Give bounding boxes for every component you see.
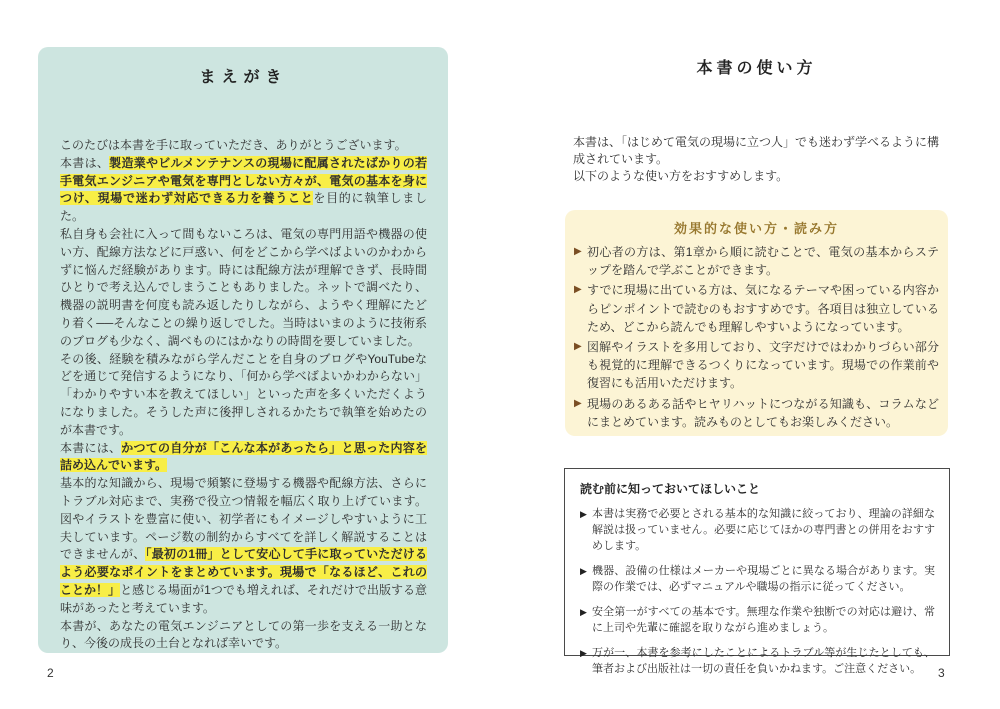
triangle-bullet-icon: ▶ bbox=[574, 284, 582, 296]
plain-text: その後、経験を積みながら学んだことを自身のブログやYouTubeなどを通じて発信するようになり、「何から学べばよいかわからない」「わかりやすい本を教えてほしい」といった声を多くいただくようになりました。そうした声に後押しされるかたちで執筆を始めたのが本書です。 bbox=[60, 351, 427, 437]
plain-text: 本書には、 bbox=[60, 440, 122, 455]
page-number-right: 3 bbox=[938, 666, 945, 680]
usage-list-item bbox=[574, 395, 939, 431]
preface-paragraph bbox=[60, 618, 427, 654]
usage-item-text: すでに現場に出ている方は、気になるテーマや困っている内容からピンポイントで読むのもおすすめです。各項目は独立しているため、どこから読んでも理解しやすいようになっています。 bbox=[587, 283, 939, 334]
triangle-bullet-icon: ▶ bbox=[580, 607, 587, 617]
plain-text: を目的に執筆しました。 bbox=[60, 191, 427, 224]
plain-text: 本書が、あなたの電気エンジニアとしての第一歩を支える一助となり、今後の成長の土台となれば幸いです。 bbox=[60, 618, 427, 651]
triangle-bullet-icon: ▶ bbox=[580, 566, 587, 576]
intro-line: 本書は、「はじめて電気の現場に立つ人」でも迷わず学べるように構成されています。 bbox=[573, 135, 940, 166]
highlighted-text: かつての自分が「こんな本があったら」と思った内容を詰め込んでいます。 bbox=[60, 440, 427, 473]
plain-text: 本書は、 bbox=[60, 155, 110, 170]
intro-line: 以下のような使い方をおすすめします。 bbox=[573, 169, 789, 183]
page-number-left: 2 bbox=[47, 666, 54, 680]
intro-text bbox=[573, 134, 939, 185]
triangle-bullet-icon: ▶ bbox=[574, 341, 582, 353]
preface-paragraph bbox=[60, 351, 427, 440]
notes-item-text: 安全第一がすべての基本です。無理な作業や独断での対応は避け、常に上司や先輩に確認を取りながら進めましょう。 bbox=[592, 606, 935, 634]
triangle-bullet-icon: ▶ bbox=[574, 246, 582, 257]
plain-text: 基本的な知識から、現場で頻繁に登場する機器や配線方法、さらにトラブル対応まで、実務で役立つ情報を幅広く取り上げています。図やイラストを豊富に使い、初学者にもイメージしやすいように工夫しています。ページ数の制約からすべてを詳しく解説することはできませんが、 bbox=[60, 476, 427, 562]
preface-paragraph bbox=[60, 155, 427, 226]
preface-paragraph bbox=[60, 475, 427, 617]
usage-item-text: 現場のあるある話やヒヤリハットにつながる知識も、コラムなどにまとめています。読みものとしてもお楽しみください。 bbox=[587, 396, 939, 429]
triangle-bullet-icon: ▶ bbox=[580, 648, 587, 658]
effective-usage-box bbox=[565, 210, 948, 436]
usage-list-item bbox=[574, 281, 939, 336]
plain-text: 私自身も会社に入って間もないころは、電気の専門用語や機器の使い方、配線方法などに戸惑い、何をどこから学べばよいのかわからずに悩んだ経験があります。時には配線方法が理解できず、長時間ひとりで考え込んでしまうこともありました。ネットで調べたり、機器の説明書を何度も読み返したりしながら、ようやく理解にたどり着く──そんなことの繰り返しでした。当時はいまのように技術系のブログも少なく、調べものにはかなりの時間を要していました。 bbox=[60, 226, 427, 348]
usage-page-title: 本書の使い方 bbox=[696, 60, 817, 77]
preface-paragraph bbox=[60, 226, 427, 351]
highlighted-text: 「最初の1冊」として安心して手に取っていただけるよう必要なポイントをまとめています。現場で「なるほど、これのことか！」 bbox=[60, 547, 427, 597]
notes-before-reading-box bbox=[564, 468, 950, 675]
notes-item-text: 機器、設備の仕様はメーカーや現場ごとに異なる場合があります。実際の作業では、必ずマニュアルや職場の指示に従ってください。 bbox=[592, 565, 935, 593]
triangle-bullet-icon: ▶ bbox=[574, 397, 582, 409]
preface-paragraph bbox=[60, 440, 427, 476]
usage-item-text: 図解やイラストを多用しており、文字だけではわかりづらい部分も視覚的に理解できるつくりになっています。現場での作業前や復習にも活用いただけます。 bbox=[587, 340, 939, 391]
plain-text: このたびは本書を手に取っていただき、ありがとうございます。 bbox=[60, 138, 407, 152]
notes-item-text: 万が一、本書を参考にしたことによるトラブル等が生じたとしても、筆者および出版社は一切の責任を負いかねます。ご注意ください。 bbox=[592, 647, 935, 675]
preface-paragraph bbox=[60, 137, 427, 155]
triangle-bullet-icon: ▶ bbox=[580, 509, 587, 519]
effective-usage-box-title: 効果的な使い方・読み方 bbox=[673, 221, 839, 236]
notes-item-text: 本書は実務で必要とされる基本的な知識に絞っており、理論の詳細な解説は扱っていません。必要に応じてほかの専門書との併用をおすすめします。 bbox=[592, 508, 935, 552]
plain-text: と感じる場面が1つでも増えれば、それだけで出版する意味があったと考えています。 bbox=[60, 582, 427, 615]
notes-list-item bbox=[580, 506, 935, 554]
preface-title: まえがき bbox=[199, 69, 288, 86]
usage-item-text: 初心者の方は、第1章から順に読むことで、電気の基本からステップを踏んで学ぶことができます。 bbox=[587, 245, 939, 278]
notes-box-title: 読む前に知っておいてほしいこと bbox=[580, 482, 761, 496]
preface-panel bbox=[38, 47, 448, 653]
notes-list-item bbox=[580, 604, 935, 636]
notes-list-item bbox=[580, 645, 935, 677]
notes-list-item bbox=[580, 563, 935, 595]
highlighted-text: 製造業やビルメンテナンスの現場に配属されたばかりの若手電気エンジニアや電気を専門としない方々が、電気の基本を身につけ、現場で迷わず対応できる力を養うこと bbox=[60, 155, 427, 206]
usage-list-item bbox=[574, 243, 939, 279]
usage-list-item bbox=[574, 338, 939, 393]
preface-text bbox=[60, 137, 427, 653]
